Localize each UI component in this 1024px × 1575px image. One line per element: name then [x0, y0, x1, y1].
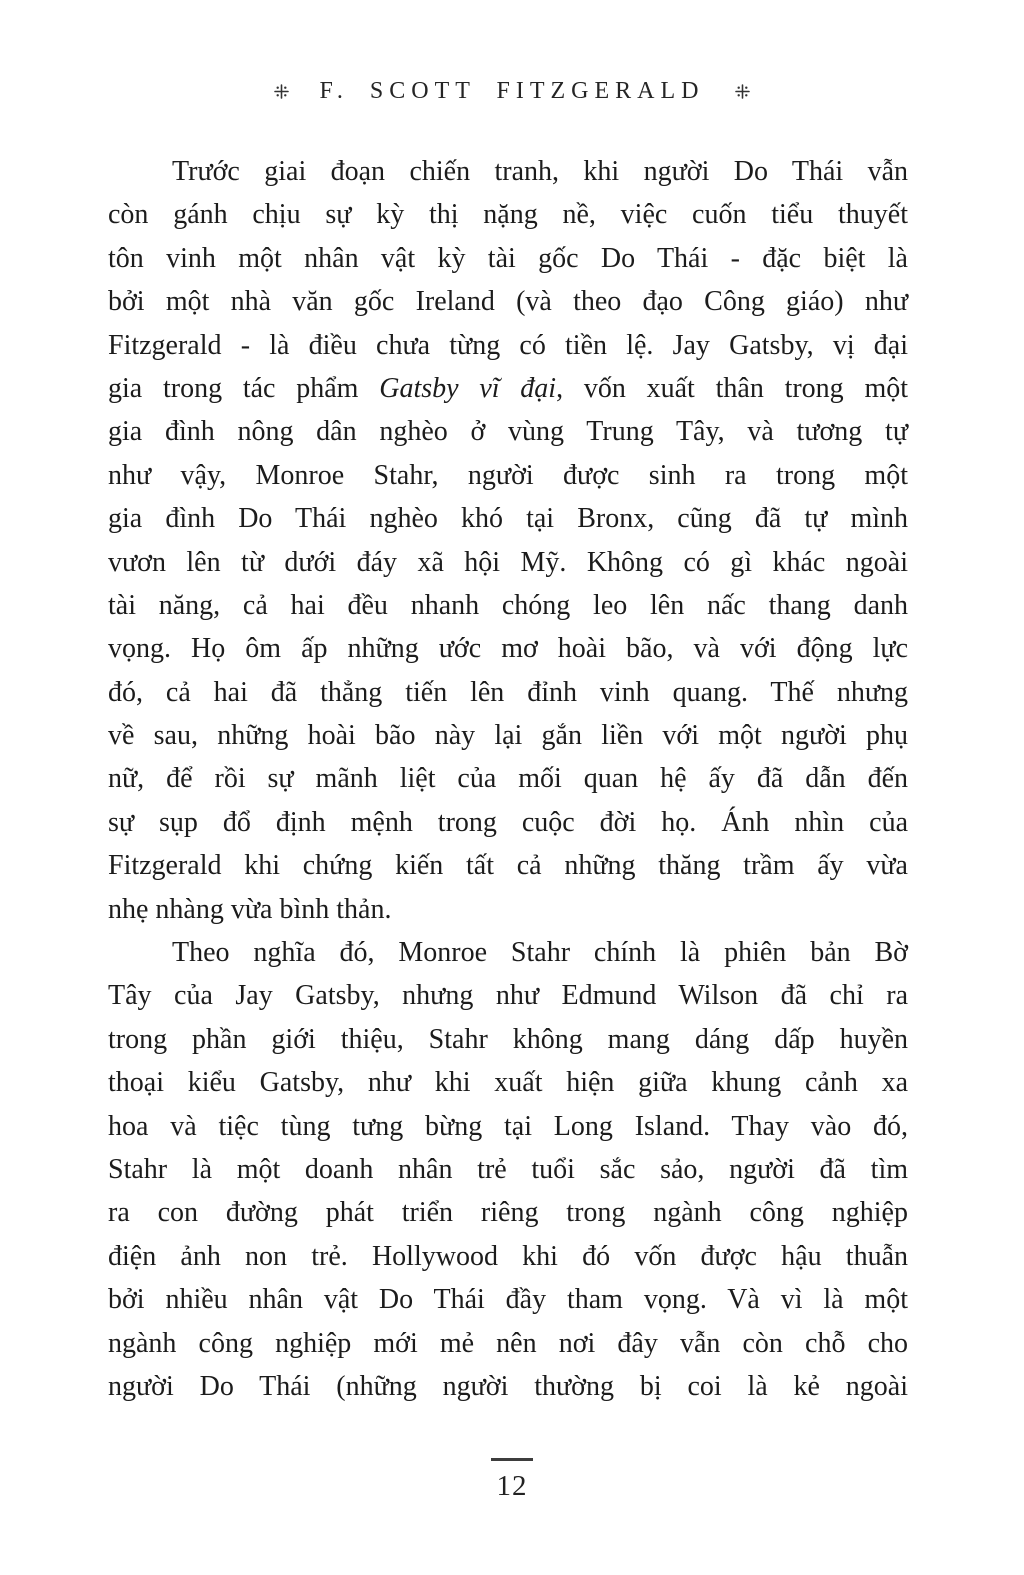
body-line-segment: gia đình Do Thái nghèo khó tại Bronx, cũng đã tự mình	[108, 503, 908, 535]
body-line	[108, 367, 908, 410]
body-line-segment: về sau, những hoài bão này lại gắn liền với một người phụ	[108, 720, 908, 752]
body-line	[108, 714, 908, 757]
body-line	[108, 974, 908, 1017]
body-line-segment: điện ảnh non trẻ. Hollywood khi đó vốn được hậu thuẫn	[108, 1240, 908, 1272]
body-line-segment: người Do Thái (những người thường bị coi là kẻ ngoài	[108, 1370, 908, 1402]
body-line	[108, 324, 908, 367]
body-line-segment: Trước giai đoạn chiến tranh, khi người Do Thái vẫn	[172, 156, 908, 187]
page-footer	[0, 1458, 1024, 1503]
body-line-segment: vọng. Họ ôm ấp những ước mơ hoài bão, và với động lực	[108, 633, 908, 665]
cross-ornament-icon	[734, 83, 751, 100]
body-line	[108, 584, 908, 627]
body-line	[108, 1018, 908, 1061]
body-line	[108, 280, 908, 323]
body-line-segment: thoại kiểu Gatsby, như khi xuất hiện giữa khung cảnh xa	[108, 1067, 908, 1099]
running-header	[0, 78, 1024, 105]
body-line-segment: ngành công nghiệp mới mẻ nên nơi đây vẫn còn chỗ cho	[108, 1327, 908, 1359]
body-line	[108, 497, 908, 540]
body-line	[108, 931, 908, 974]
body-line	[108, 150, 908, 193]
body-line	[108, 1191, 908, 1234]
body-line-segment: bởi một nhà văn gốc Ireland (và theo đạo Công giáo) như	[108, 286, 908, 318]
cross-ornament-icon	[273, 83, 290, 100]
page-number: 12	[496, 1470, 528, 1502]
body-line	[108, 1278, 908, 1321]
body-line-segment: nhẹ nhàng vừa bình thản.	[108, 893, 392, 925]
body-line-segment: đó, cả hai đã thẳng tiến lên đỉnh vinh quang. Thế nhưng	[108, 676, 908, 708]
body-line-segment: gia đình nông dân nghèo ở vùng Trung Tây, và tương tự	[108, 416, 908, 448]
body-line-segment: trong phần giới thiệu, Stahr không mang dáng dấp huyền	[108, 1023, 908, 1055]
body-line-segment: tôn vinh một nhân vật kỳ tài gốc Do Thái - đặc biệt là	[108, 242, 908, 274]
body-line	[108, 1235, 908, 1278]
body-line-italic-segment: Gatsby vĩ đại	[379, 372, 557, 404]
body-line-segment: Theo nghĩa đó, Monroe Stahr chính là phiên bản Bờ	[172, 937, 908, 969]
running-header-title: F. SCOTT FITZGERALD	[319, 78, 705, 104]
body-line-segment: Fitzgerald - là điều chưa từng có tiền lệ. Jay Gatsby, vị đại	[108, 329, 908, 361]
body-line-segment: vươn lên từ dưới đáy xã hội Mỹ. Không có gì khác ngoài	[108, 546, 908, 578]
body-line-segment: sự sụp đổ định mệnh trong cuộc đời họ. Ánh nhìn của	[108, 806, 908, 838]
body-line	[108, 1105, 908, 1148]
body-line-segment: như vậy, Monroe Stahr, người được sinh ra trong một	[108, 459, 908, 491]
body-line-segment: , vốn xuất thân trong một	[556, 372, 909, 404]
body-line-segment: tài năng, cả hai đều nhanh chóng leo lên nấc thang danh	[108, 589, 908, 621]
body-line	[108, 1365, 908, 1408]
body-line	[108, 1061, 908, 1104]
body-line	[108, 193, 908, 236]
body-line	[108, 1322, 908, 1365]
body-line-segment: còn gánh chịu sự kỳ thị nặng nề, việc cuốn tiểu thuyết	[108, 199, 908, 231]
body-line	[108, 801, 908, 844]
body-line-segment: Fitzgerald khi chứng kiến tất cả những thăng trầm ấy vừa	[108, 850, 908, 882]
body-line-segment: hoa và tiệc tùng tưng bừng tại Long Island. Thay vào đó,	[108, 1110, 908, 1142]
body-line	[108, 410, 908, 453]
body-line	[108, 541, 908, 584]
body-text	[108, 150, 908, 1408]
body-line	[108, 1148, 908, 1191]
body-line-segment: Stahr là một doanh nhân trẻ tuổi sắc sảo, người đã tìm	[108, 1153, 908, 1185]
body-line	[108, 844, 908, 887]
footer-rule	[491, 1458, 533, 1461]
body-line-segment: Tây của Jay Gatsby, nhưng như Edmund Wilson đã chỉ ra	[108, 980, 908, 1012]
body-line	[108, 454, 908, 497]
body-line	[108, 237, 908, 280]
body-line-segment: gia trong tác phẩm	[108, 372, 380, 404]
body-line	[108, 888, 908, 931]
body-line	[108, 671, 908, 714]
body-line-segment: ra con đường phát triển riêng trong ngành công nghiệp	[108, 1197, 908, 1229]
body-line	[108, 757, 908, 800]
body-line-segment: nữ, để rồi sự mãnh liệt của mối quan hệ ấy đã dẫn đến	[108, 763, 908, 795]
body-line	[108, 627, 908, 670]
body-line-segment: bởi nhiều nhân vật Do Thái đầy tham vọng. Và vì là một	[108, 1284, 908, 1316]
